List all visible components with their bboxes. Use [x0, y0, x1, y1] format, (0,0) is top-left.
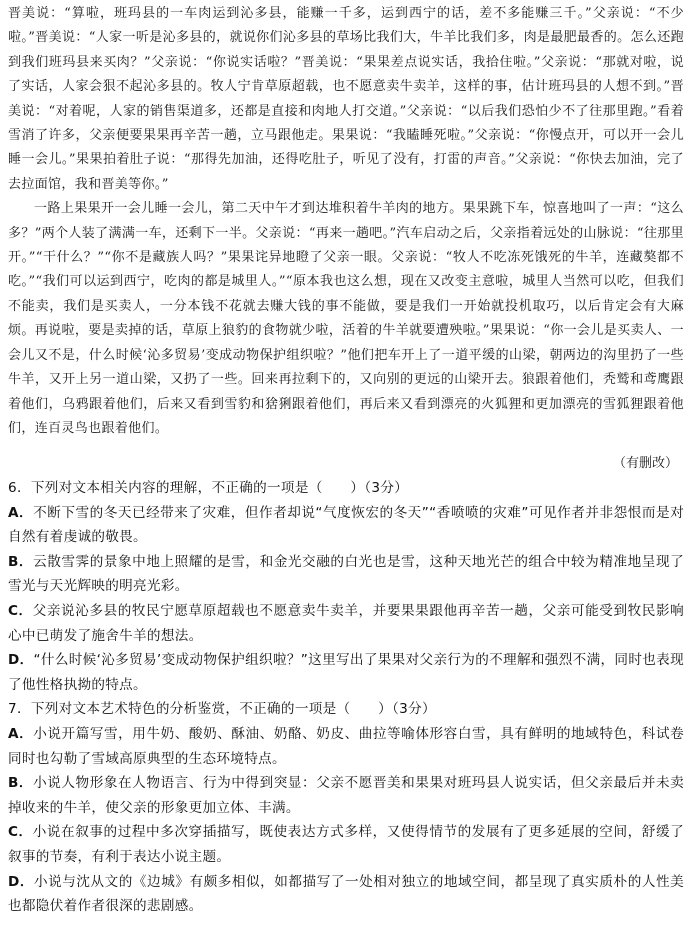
- option-letter: A．: [8, 504, 34, 521]
- option-text: 云散雪霁的景象中地上照耀的是雪，和金光交融的白光也是雪，这种天地光芒的组合中较为精准地呈现了雪光与天光辉映的明亮光彩。: [8, 553, 685, 595]
- option-text: 父亲说沁多县的牧民宁愿草原超载也不愿意卖牛卖羊，并要果果跟他再辛苦一趟，父亲可能受到牧民影响心中已萌发了施舍牛羊的想法。: [8, 602, 685, 644]
- abridged-note: （有删改）: [612, 456, 678, 471]
- option-c[interactable]: [8, 599, 684, 648]
- option-d[interactable]: [8, 870, 684, 919]
- option-d[interactable]: [8, 648, 684, 697]
- option-text: 小说开篇写雪，用牛奶、酸奶、酥油、奶酪、奶皮、曲拉等喻体形容白雪，具有鲜明的地域特色，科试卷同时也勾勒了雪域高原典型的生态环境特点。: [8, 725, 684, 767]
- option-b[interactable]: [8, 550, 684, 599]
- option-letter: C．: [8, 602, 33, 619]
- option-c[interactable]: [8, 820, 684, 869]
- option-letter: C．: [8, 824, 33, 841]
- option-b[interactable]: [8, 771, 684, 820]
- option-a[interactable]: [8, 501, 684, 550]
- option-text: “什么时候‘沁多贸易’变成动物保护组织啦？”这里写出了果果对父亲行为的不理解和强烈不满，同时也表现了他性格执拗的特点。: [8, 652, 684, 693]
- question-list: [8, 476, 684, 919]
- option-letter: B．: [8, 553, 34, 570]
- option-a[interactable]: [8, 722, 684, 771]
- question-7: [8, 697, 684, 918]
- question-6: [8, 476, 684, 697]
- option-letter: D．: [8, 652, 34, 669]
- option-text: 小说与沈从文的《边城》有颇多相似，如都描写了一处相对独立的地域空间，都呈现了真实质朴的人性美也都隐伏着作者很深的悲剧感。: [8, 873, 684, 915]
- passage-paragraph-1: 晋美说：“算啦，班玛县的一车肉运到沁多县，能赚一千多，运到西宁的话，差不多能赚三千。”父亲说：“不少啦。”晋美说：“人家一听是沁多县的，就说你们沁多县的草场比我们大，牛羊比我们多，肉是最肥最香的。怎么还跑到我们班玛县来买肉？”父亲说：“你说实话啦？”晋美说：“果果差点说实话，我拾住啦。”父亲说：“那就对啦，说了实话，人家会狠不起沁多县的。牧人宁肯草原超载，也不愿意卖牛卖羊，这样的事，估计班玛县的人想不到。”晋美说：“对着呢，人家的销售渠道多，还都是直接和肉地人打交道。”父亲说：“以后我们恐怕少不了往那里跑。”看着雪消了许多，父亲便要果果再辛苦一趟，立马跟他走。果果说：“我瞌睡死啦。”父亲说：“你慢点开，可以开一会儿睡一会儿。”果果拍着肚子说：“那得先加油，还得吃肚子，听见了没有，打雷的声音。”父亲说：“你快去加油，完了去拉面馆，我和晋美等你。”: [8, 6, 684, 192]
- option-letter: A．: [8, 725, 34, 742]
- option-text: 小说在叙事的过程中多次穿插描写，既使表达方式多样，又使得情节的发展有了更多延展的空间，舒缓了叙事的节奏，有利于表达小说主题。: [8, 824, 685, 865]
- question-stem: 7．下列对文本艺术特色的分析鉴赏，不正确的一项是（ ）（3分）: [8, 701, 436, 718]
- question-stem: 6．下列对文本相关内容的理解，不正确的一项是（ ）（3分）: [8, 480, 409, 496]
- reading-passage: [8, 2, 684, 441]
- option-text: 不断下雪的冬天已经带来了灾难，但作者却说“气度恢宏的冬天”“香喷喷的灾难”可见作者并非怨恨而是对自然有着虔诚的敬畏。: [8, 504, 684, 546]
- option-letter: B．: [8, 775, 34, 792]
- passage-paragraph-2: 一路上果果开一会儿睡一会儿，第二天中午才到达堆积着牛羊肉的地方。果果跳下车，惊喜地叫了一声：“这么多？”两个人装了满满一车，还剩下一半。父亲说：“再来一趟吧。”汽车启动之后，父亲指着远处的山脉说：“往那里开。”“干什么？”“你不是藏族人吗？”果果诧异地瞪了父亲一眼。父亲说：“牧人不吃冻死饿死的牛羊，连藏獒都不吃。”“我们可以运到西宁，吃肉的都是城里人。”“原本我也这么想，现在又改变主意啦，城里人当然可以吃，但我们不能卖，我们是买卖人，一分本钱不花就去赚大钱的事不能做，要是我们一开始就投机取巧，以后肯定会有大麻烦。再说啦，要是卖掉的话，草原上狼豹的食物就少啦，活着的牛羊就要遭殃啦。”果果说：“你一会儿是买卖人、一会儿又不是，什么时候‘沁多贸易’变成动物保护组织啦？”他们把车开上了一道平缓的山梁，朝两边的沟里扔了一些牛羊，又开上另一道山梁，又扔了一些。回来再拉剩下的，又向别的更远的山梁开去。狼跟着他们，秃鹫和鸢鹰跟着他们，乌鸦跟着他们，后来又看到雪豹和猞猁跟着他们，再后来又看到漂亮的火狐狸和更加漂亮的雪狐狸跟着他们，连百灵鸟也跟着他们。: [8, 201, 684, 436]
- option-letter: D．: [8, 873, 34, 890]
- option-text: 小说人物形象在人物语言、行为中得到突显：父亲不愿晋美和果果对班玛县人说实话，但父亲最后并未卖掉收来的牛羊，使父亲的形象更加立体、丰满。: [8, 775, 685, 816]
